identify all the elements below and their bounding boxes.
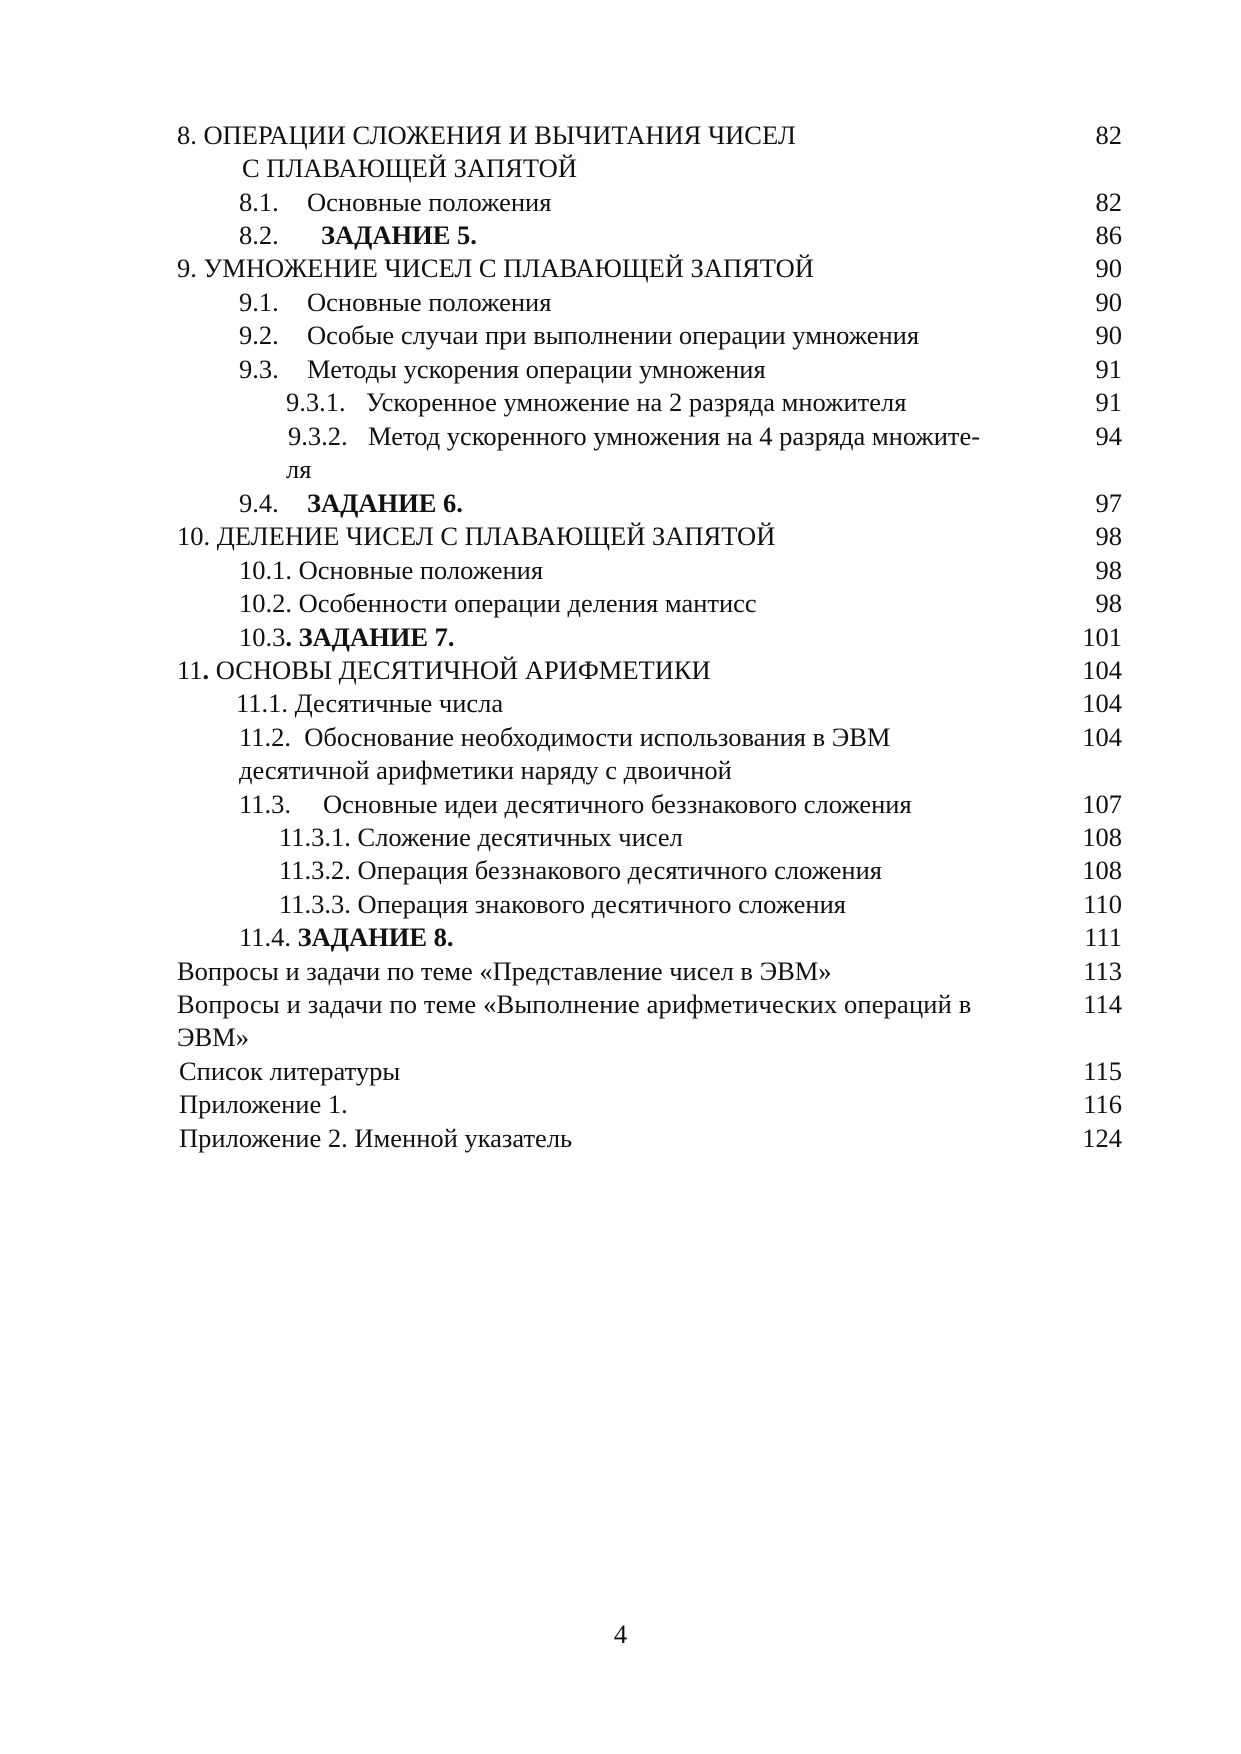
toc-entry-number: 9.2. [239,320,279,350]
toc-page-number: 98 [1095,588,1122,618]
toc-entry-title: Ускоренное умножение на 2 разряда множителя [366,387,907,417]
toc-entry-number: 9. [177,253,197,283]
toc-page-number: 82 [1095,187,1122,217]
toc-page-number: 82 [1095,120,1122,150]
toc-entry-literature [179,1054,400,1088]
toc-entry-number: 10.3 [239,622,286,652]
toc-entry-title: Методы ускорения операции умножения [307,354,766,384]
toc-page-number: 97 [1095,488,1122,518]
toc-entry-number-dot: . [202,655,210,685]
page-number: 4 [613,1619,628,1649]
toc-entry-number: 11.3.3. [279,889,351,919]
toc-entry-9-3-2-continuation [286,452,311,486]
toc-entry-number: 10. [177,521,211,551]
toc-entry-title: Список литературы [179,1056,401,1086]
toc-entry-title: Особенности операции деления мантисс [298,588,757,618]
toc-page-number: 108 [1082,822,1122,852]
toc-entry-number: 8.2. [239,220,279,250]
toc-entry-appendix-1 [179,1087,348,1121]
toc-page-number: 104 [1082,655,1122,685]
toc-entry-title: Приложение 2. Именной указатель [179,1123,573,1153]
toc-entry-title: ДЕЛЕНИЕ ЧИСЕЛ С ПЛАВАЮЩЕЙ ЗАПЯТОЙ [216,521,776,551]
toc-entry-9-3-2 [288,419,980,453]
toc-entry-title: Вопросы и задачи по теме «Представление чисел в ЭВМ» [177,956,832,986]
toc-entry-title: ЗАДАНИЕ 8. [297,922,454,952]
toc-entry-9 [177,251,814,285]
toc-entry-number: 11 [177,655,203,685]
toc-page-number: 124 [1082,1123,1122,1153]
toc-page-number: 94 [1095,421,1122,451]
toc-entry-number: 11.3. [239,789,292,819]
toc-page-number: 116 [1083,1089,1122,1119]
toc-entry-title-line2: ля [286,454,312,484]
toc-entry-10 [177,519,775,553]
toc-entry-number: 11.1. [236,688,289,718]
toc-entry-number: 8. [177,120,197,150]
toc-entry-title: ОСНОВЫ ДЕСЯТИЧНОЙ АРИФМЕТИКИ [215,655,711,685]
toc-entry-title: ЗАДАНИЕ 7. [298,622,455,652]
toc-page-number: 98 [1095,555,1122,585]
toc-entry-number: 11.2. [239,722,292,752]
toc-entry-8-2 [239,218,477,252]
toc-page-number: 104 [1082,722,1122,752]
toc-entry-title: Вопросы и задачи по теме «Выполнение арифметических операций в [177,989,972,1019]
toc-page-number: 115 [1083,1056,1122,1086]
toc-page-number: 91 [1095,354,1122,384]
toc-page-number: 114 [1083,989,1122,1019]
toc-entry-9-4 [239,486,463,520]
toc-page-number: 98 [1095,521,1122,551]
toc-entry-8 [177,118,796,152]
toc-entry-title: Операция беззнакового десятичного сложения [357,855,882,885]
toc-entry-number: 9.3. [239,354,279,384]
toc-page-number: 86 [1095,220,1122,250]
toc-entry-number: 11.4. [239,922,292,952]
toc-entry-number: 9.4. [239,488,279,518]
toc-entry-9-3-1 [286,385,906,419]
toc-entry-title-line2: десятичной арифметики наряду с двоичной [239,755,732,785]
toc-page-number: 111 [1084,922,1122,952]
toc-entry-11-3-1 [279,820,683,854]
toc-entry-title-line2: С ПЛАВАЮЩЕЙ ЗАПЯТОЙ [242,153,577,183]
toc-entry-number: 11.3.1. [279,822,351,852]
toc-entry-number: 9.3.1. [286,387,346,417]
toc-entry-title: ЗАДАНИЕ 6. [307,488,463,518]
toc-entry-8-continuation [242,151,577,185]
toc-entry-9-3 [239,352,766,386]
toc-entry-number: 8.1. [239,187,279,217]
toc-entry-title: Особые случаи при выполнении операции умножения [307,320,920,350]
toc-entry-title: Обоснование необходимости использования в ЭВМ [304,722,891,752]
toc-entry-number: 11.3.2. [279,855,351,885]
toc-entry-9-2 [239,318,919,352]
toc-entry-10-1 [239,553,543,587]
toc-entry-title: УМНОЖЕНИЕ ЧИСЕЛ С ПЛАВАЮЩЕЙ ЗАПЯТОЙ [203,253,814,283]
toc-entry-title: Основные положения [307,287,552,317]
toc-entry-number: 9.3.2. [288,421,348,451]
toc-entry-number-dot: . [285,622,292,652]
toc-entry-11-3 [239,787,912,821]
toc-entry-title-line2: ЭВМ» [177,1022,249,1052]
toc-entry-title: Приложение 1. [179,1089,348,1119]
toc-entry-number: 10.2. [239,588,292,618]
toc-page-number: 101 [1082,622,1122,652]
toc-page-number: 90 [1095,253,1122,283]
toc-entry-title: Метод ускоренного умножения на 4 разряда множите- [368,421,981,451]
toc-page-number: 104 [1082,688,1122,718]
toc-entry-title: Основные идеи десятичного беззнакового сложения [323,789,912,819]
toc-entry-title: Сложение десятичных чисел [357,822,683,852]
toc-entry-questions-arithmetic [177,987,971,1021]
toc-entry-title: Основные положения [298,555,544,585]
toc-page-number: 113 [1083,956,1122,986]
toc-entry-title: ОПЕРАЦИИ СЛОЖЕНИЯ И ВЫЧИТАНИЯ ЧИСЕЛ [203,120,796,150]
toc-entry-number: 10.1. [239,555,292,585]
toc-page-number: 107 [1082,789,1122,819]
toc-page-number: 110 [1083,889,1122,919]
toc-entry-9-1 [239,285,551,319]
toc-page-number: 90 [1095,287,1122,317]
toc-entry-11-2 [239,720,890,754]
toc-entry-8-1 [239,185,551,219]
toc-entry-11-2-continuation [239,753,732,787]
toc-entry-number: 9.1. [239,287,279,317]
toc-entry-title: Основные положения [307,187,552,217]
toc-entry-title: Операция знакового десятичного сложения [357,889,846,919]
toc-entry-appendix-2 [179,1121,572,1155]
toc-page-number: 91 [1095,387,1122,417]
toc-entry-11-4 [239,920,454,954]
toc-entry-10-2 [239,586,757,620]
toc-page-number: 108 [1082,855,1122,885]
toc-entry-10-3 [239,620,455,654]
toc-entry-questions-arithmetic-continuation [177,1020,249,1054]
toc-entry-11-3-2 [279,853,882,887]
toc-entry-11-1 [236,686,503,720]
toc-entry-questions-representation [177,954,832,988]
toc-entry-11 [177,653,711,687]
toc-entry-title: Десятичные числа [294,688,504,718]
toc-page-number: 90 [1095,320,1122,350]
toc-entry-title: ЗАДАНИЕ 5. [321,220,477,250]
toc-entry-11-3-3 [279,887,846,921]
